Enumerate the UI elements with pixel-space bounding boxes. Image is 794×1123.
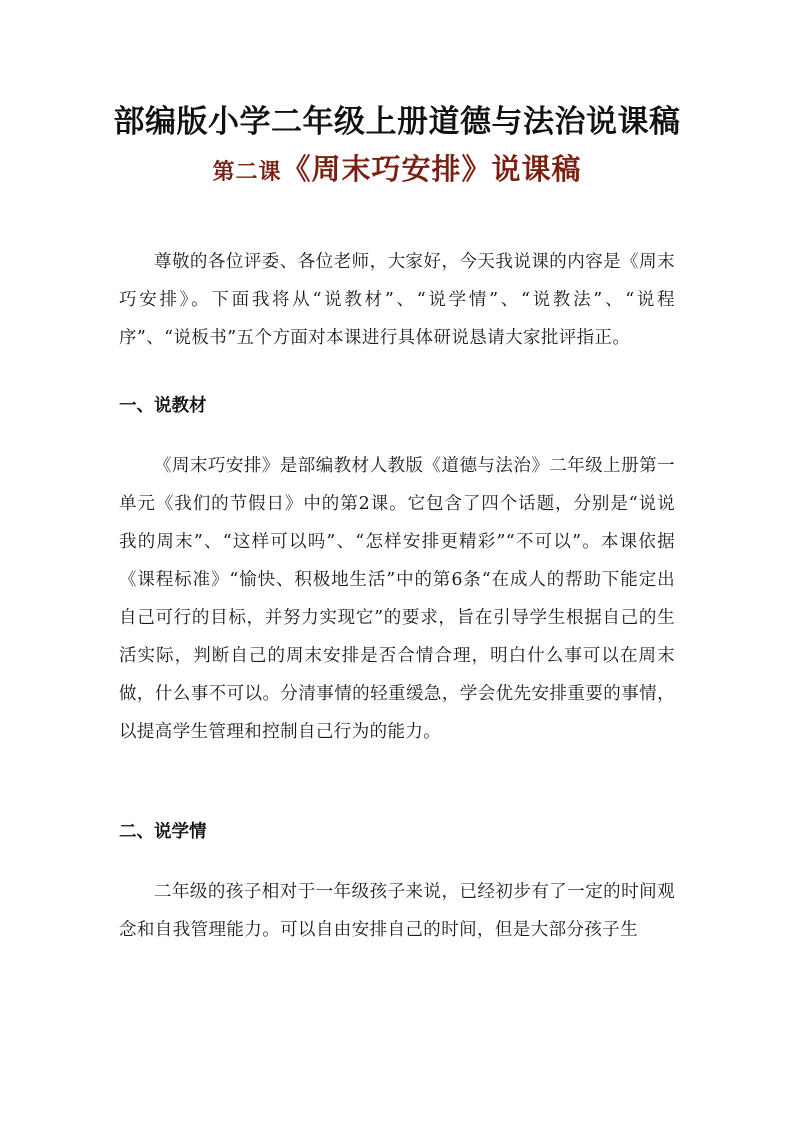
document-title: 部编版小学二年级上册道德与法治说课稿 (113, 104, 681, 140)
section-heading-students: 二、说学情 (119, 822, 207, 842)
document-subtitle (0, 147, 794, 188)
section-heading-textbook: 一、说教材 (119, 396, 207, 416)
document-body (119, 243, 675, 949)
section-paragraph-textbook: 《周末巧安排》是部编教材人教版《道德与法治》二年级上册第一单元《我们的节假日》中的第2课。它包含了四个话题，分别是“说说我的周末”、“这样可以吗”、“怎样安排更精彩”“不可以”。本课依据《课程标准》“愉快、积极地生活”中的第6条“在成人的帮助下能定出自己可行的目标，并努力实现它”的要求，旨在引导学生根据自己的生活实际，判断自己的周末安排是否合情合理，明白什么事可以在周末做，什么事不可以。分清事情的轻重缓急，学会优先安排重要的事情，以提高学生管理和控制自己行为的能力。 (119, 456, 675, 742)
subtitle-lesson-name: 《周末巧安排》说课稿 (281, 152, 582, 186)
subtitle-lesson-number: 第二课 (212, 159, 282, 185)
intro-paragraph: 尊敬的各位评委、各位老师，大家好，今天我说课的内容是《周末巧安排》。下面我将从“说教材”、“说学情”、“说教法”、“说程序”、“说板书”五个方面对本课进行具体研说恳请大家批评指正。 (119, 252, 675, 348)
section-paragraph-students: 二年级的孩子相对于一年级孩子来说，已经初步有了一定的时间观念和自我管理能力。可以自由安排自己的时间，但是大部分孩子生 (119, 882, 675, 940)
